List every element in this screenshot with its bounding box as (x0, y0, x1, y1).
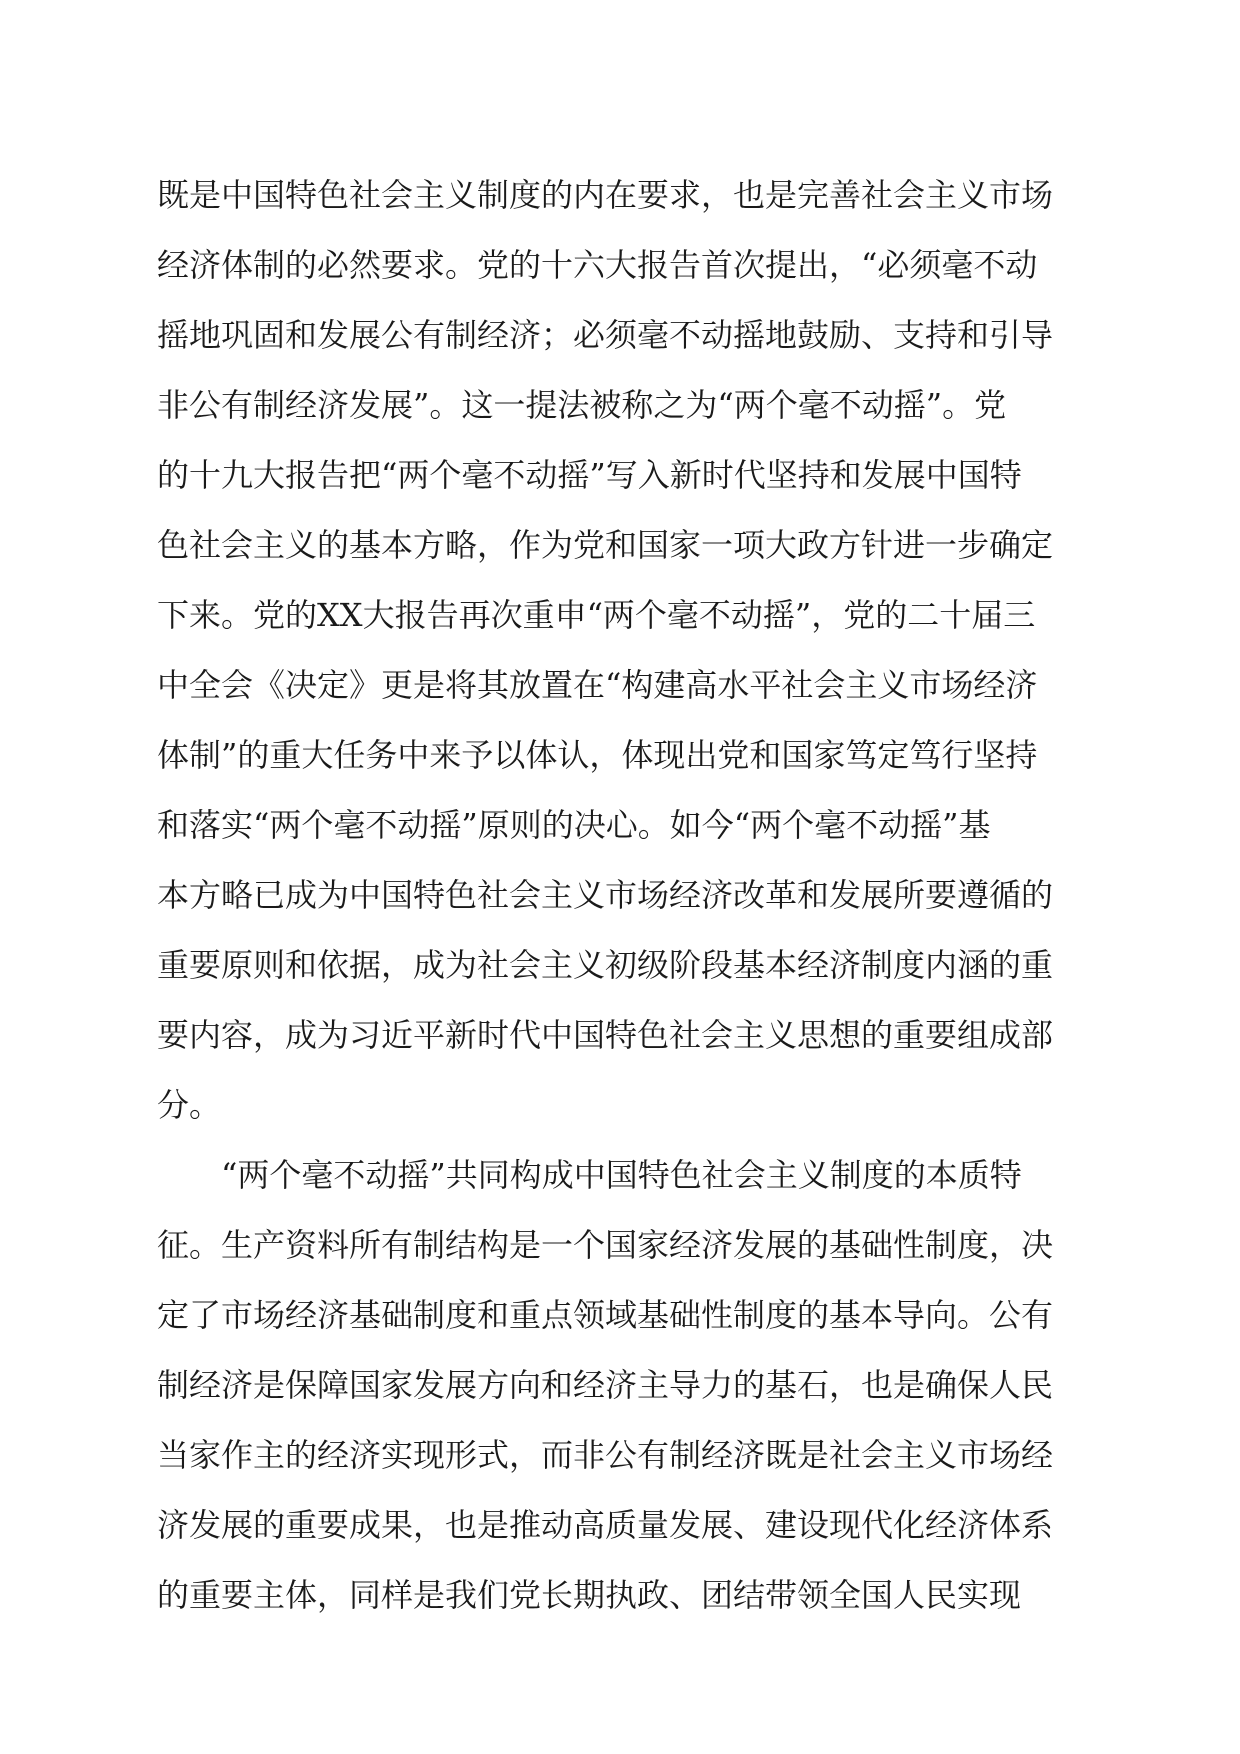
text-line: 要内容，成为习近平新时代中国特色社会主义思想的重要组成部 (157, 1016, 1054, 1054)
text-line: 本方略已成为中国特色社会主义市场经济改革和发展所要遵循的 (157, 876, 1054, 914)
text-line: 济发展的重要成果，也是推动高质量发展、建设现代化经济体系 (157, 1506, 1054, 1544)
text-line: 体制”的重大任务中来予以体认，体现出党和国家笃定笃行坚持 (157, 736, 1038, 774)
text-line: 色社会主义的基本方略，作为党和国家一项大政方针进一步确定 (157, 526, 1054, 564)
text-line: 重要原则和依据，成为社会主义初级阶段基本经济制度内涵的重 (157, 946, 1054, 984)
text-line: 定了市场经济基础制度和重点领域基础性制度的基本导向。公有 (157, 1296, 1054, 1334)
text-line: 非公有制经济发展”。这一提法被称之为“两个毫不动摇”。党 (157, 386, 1007, 424)
body-text (157, 160, 1097, 1630)
text-line: 中全会《决定》更是将其放置在“构建高水平社会主义市场经济 (157, 666, 1038, 704)
text-line: “两个毫不动摇”共同构成中国特色社会主义制度的本质特 (221, 1156, 1022, 1194)
text-line: 既是中国特色社会主义制度的内在要求，也是完善社会主义市场 (157, 176, 1054, 214)
text-line: 的重要主体，同样是我们党长期执政、团结带领全国人民实现 (157, 1576, 1022, 1614)
text-line: 制经济是保障国家发展方向和经济主导力的基石，也是确保人民 (157, 1366, 1054, 1404)
text-line: 下来。党的XX大报告再次重申“两个毫不动摇”，党的二十届三 (157, 596, 1036, 634)
text-line: 的十九大报告把“两个毫不动摇”写入新时代坚持和发展中国特 (157, 456, 1022, 494)
text-line: 经济体制的必然要求。党的十六大报告首次提出，“必须毫不动 (157, 246, 1038, 284)
text-line: 分。 (157, 1086, 222, 1124)
paragraph (157, 160, 1097, 1140)
text-line: 和落实“两个毫不动摇”原则的决心。如今“两个毫不动摇”基 (157, 806, 991, 844)
text-line: 摇地巩固和发展公有制经济；必须毫不动摇地鼓励、支持和引导 (157, 316, 1054, 354)
paragraph (157, 1140, 1097, 1630)
text-line: 当家作主的经济实现形式，而非公有制经济既是社会主义市场经 (157, 1436, 1054, 1474)
text-line: 征。生产资料所有制结构是一个国家经济发展的基础性制度，决 (157, 1226, 1054, 1264)
